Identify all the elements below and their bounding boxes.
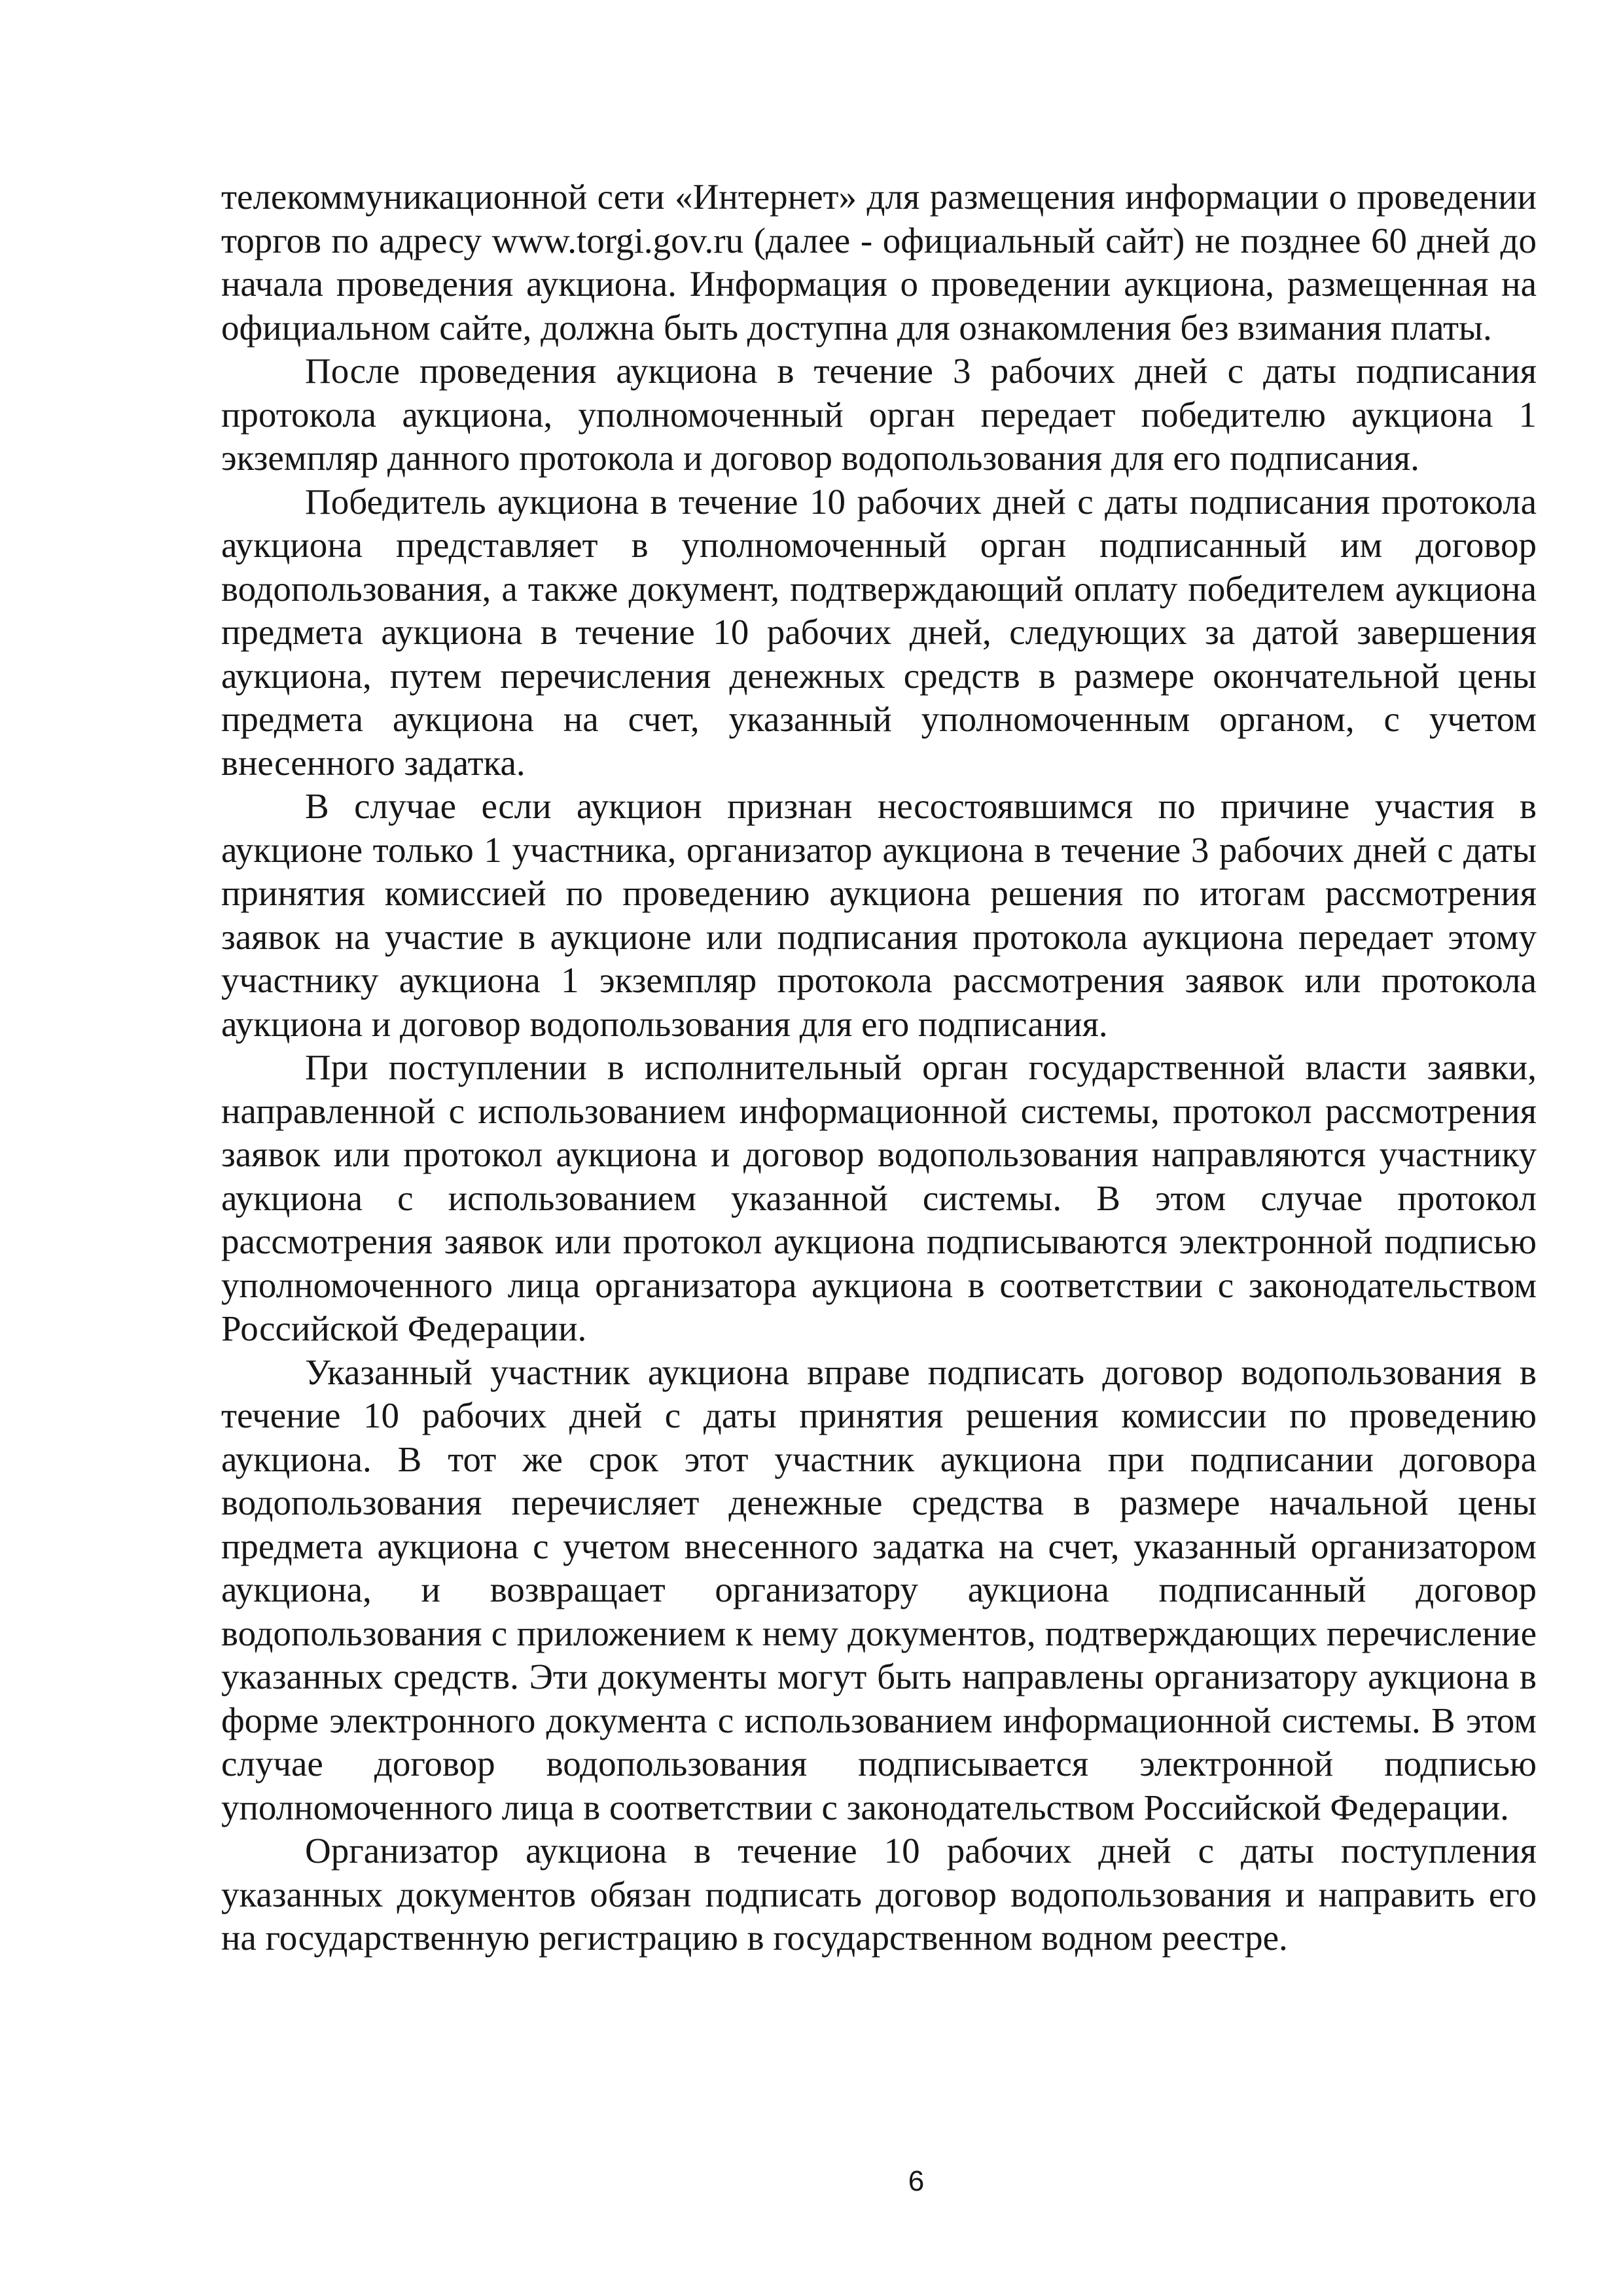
paragraph-organizer-registration: Организатор аукциона в течение 10 рабочих дней с даты поступления указанных документов обязан подписать договор водопользования и направить его на государственную регистрацию в государственном водном реестре. [221, 1831, 1537, 1958]
paragraph-protocol-transfer: После проведения аукциона в течение 3 рабочих дней с даты подписания протокола аукциона, уполномоченный орган передает победителю аукциона 1 экземпляр данного протокола и договор водопользования для его подписания. [221, 351, 1537, 478]
paragraph-winner-obligations: Победитель аукциона в течение 10 рабочих дней с даты подписания протокола аукциона представляет в уполномоченный орган подписанный им договор водопользования, а также документ, подтверждающий оплату победителем аукциона предмета аукциона в течение 10 рабочих дней, следующих за датой завершения аукциона, путем перечисления денежных средств в размере окончательной цены предмета аукциона на счет, указанный уполномоченным органом, с учетом внесенного задатка. [221, 481, 1537, 783]
page-number: 6 [908, 2165, 925, 2197]
document-body [221, 175, 1537, 1960]
paragraph-participant-signing: Указанный участник аукциона вправе подписать договор водопользования в течение 10 рабочих дней с даты принятия решения комиссии по проведению аукциона. В тот же срок этот участник аукциона при подписании договора водопользования перечисляет денежные средства в размере начальной цены предмета аукциона с учетом внесенного задатка на счет, указанный организатором аукциона, и возвращает организатору аукциона подписанный договор водопользования с приложением к нему документов, подтверждающих перечисление указанных средств. Эти документы могут быть направлены организатору аукциона в форме электронного документа с использованием информационной системы. В этом случае договор водопользования подписывается электронной подписью уполномоченного лица в соответствии с законодательством Российской Федерации. [221, 1352, 1537, 1827]
paragraph-electronic-application: При поступлении в исполнительный орган государственной власти заявки, направленной с использованием информационной системы, протокол рассмотрения заявок или протокол аукциона и договор водопользования направляются участнику аукциона с использованием указанной системы. В этом случае протокол рассмотрения заявок или протокол аукциона подписываются электронной подписью уполномоченного лица организатора аукциона в соответствии с законодательством Российской Федерации. [221, 1047, 1537, 1348]
paragraph-continuation: телекоммуникационной сети «Интернет» для размещения информации о проведении торгов по адресу www.torgi.gov.ru (далее - официальный сайт) не позднее 60 дней до начала проведения аукциона. Информация о проведении аукциона, размещенная на официальном сайте, должна быть доступна для ознакомления без взимания платы. [221, 177, 1537, 348]
paragraph-single-participant: В случае если аукцион признан несостоявшимся по причине участия в аукционе только 1 участника, организатор аукциона в течение 3 рабочих дней с даты принятия комиссией по проведению аукциона решения по итогам рассмотрения заявок на участие в аукционе или подписания протокола аукциона передает этому участнику аукциона 1 экземпляр протокола рассмотрения заявок или протокола аукциона и договор водопользования для его подписания. [221, 786, 1537, 1044]
